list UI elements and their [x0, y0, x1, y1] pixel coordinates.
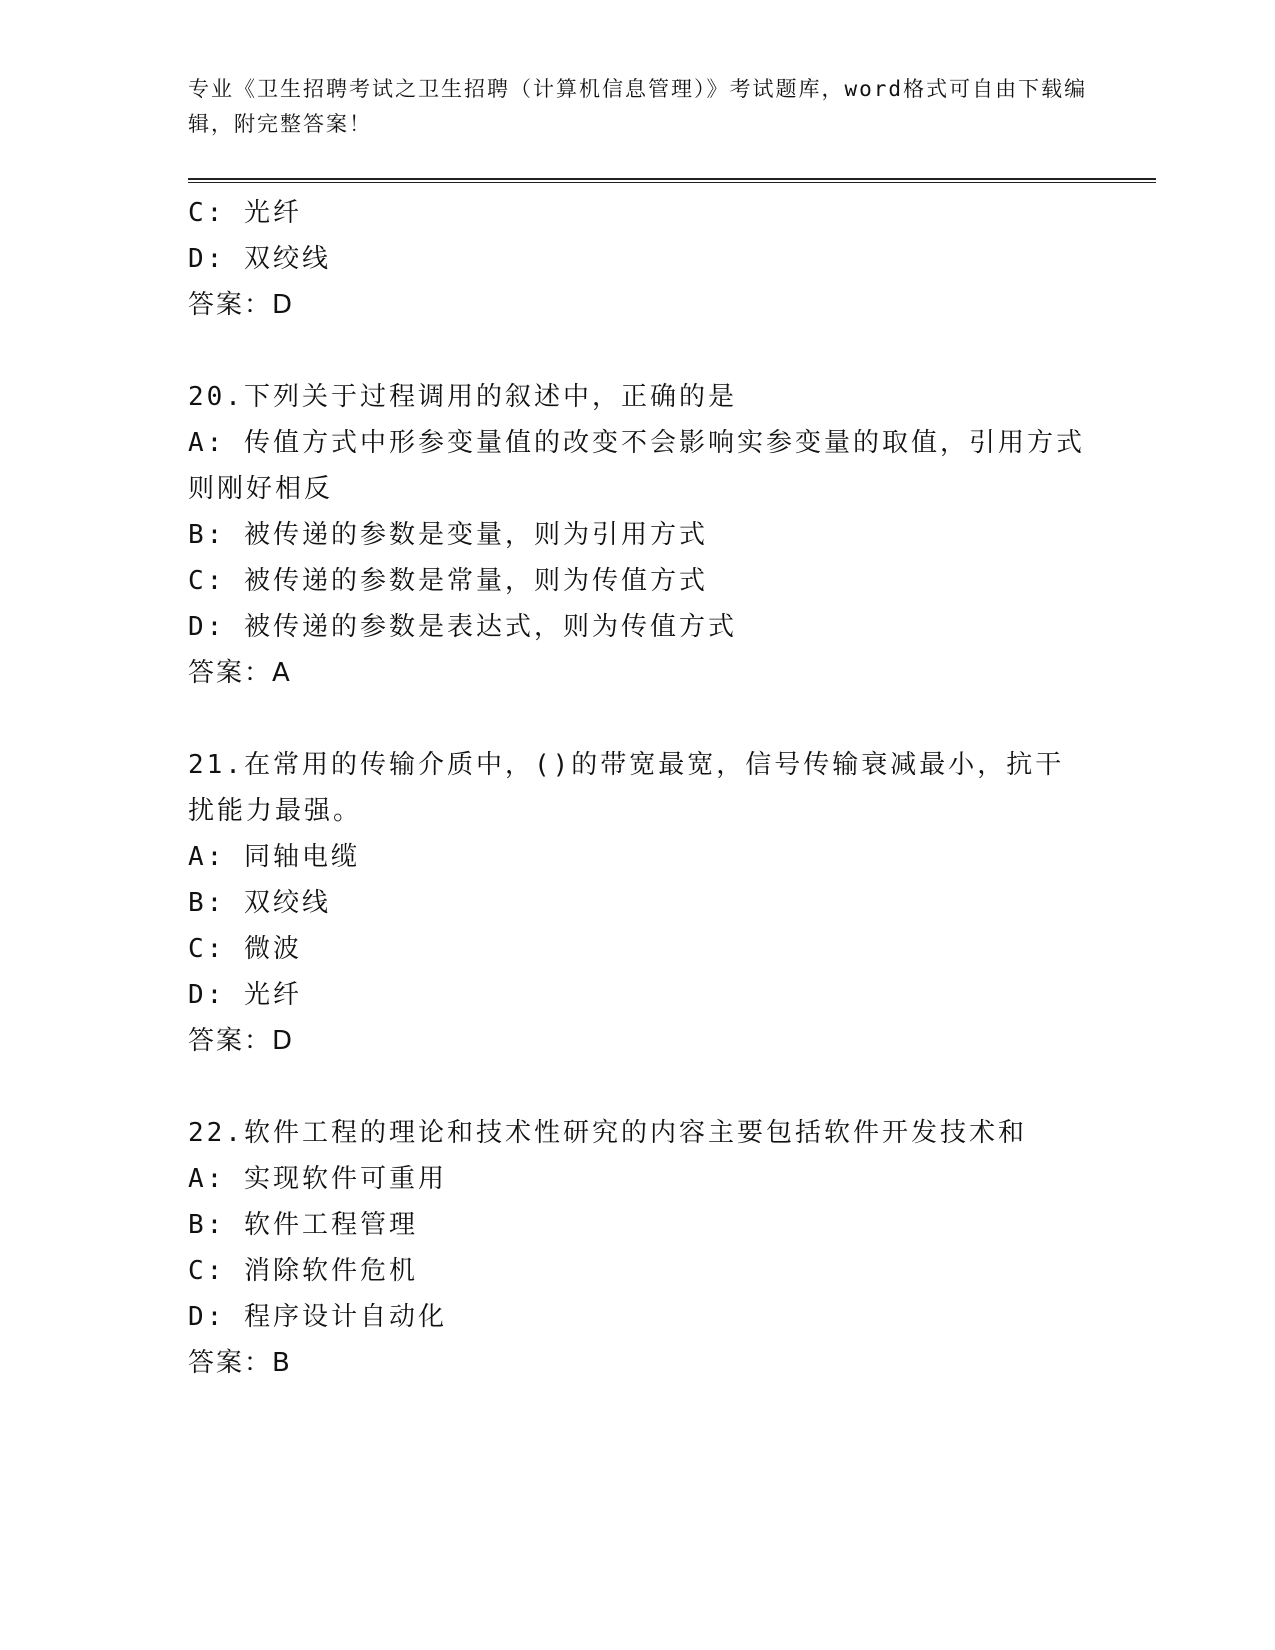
option-d: D: 光纤 — [188, 980, 302, 1010]
option-a: A: 实现软件可重用 — [188, 1164, 447, 1194]
answer: 答案：D — [188, 1026, 295, 1056]
question-19-continued — [188, 190, 1088, 328]
question-stem: 20.下列关于过程调用的叙述中，正确的是 — [188, 382, 737, 412]
question-stem: 21.在常用的传输介质中，()的带宽最宽，信号传输衰减最小，抗干扰能力最强。 — [188, 750, 1065, 826]
document-body — [188, 190, 1088, 1432]
document-header: 专业《卫生招聘考试之卫生招聘（计算机信息管理）》考试题库，word格式可自由下载编辑，附完整答案！ — [188, 77, 1088, 136]
answer: 答案：A — [188, 658, 292, 688]
option-d: D: 被传递的参数是表达式，则为传值方式 — [188, 612, 737, 642]
option-c: C: 消除软件危机 — [188, 1256, 418, 1286]
option-c: C: 微波 — [188, 934, 302, 964]
answer: 答案：D — [188, 290, 295, 320]
option-c: C: 光纤 — [188, 198, 302, 228]
question-21 — [188, 742, 1088, 1064]
option-a: A: 同轴电缆 — [188, 842, 360, 872]
option-d: D: 双绞线 — [188, 244, 331, 274]
option-b: B: 被传递的参数是变量，则为引用方式 — [188, 520, 708, 550]
question-22 — [188, 1110, 1088, 1386]
question-20 — [188, 374, 1088, 696]
option-b: B: 软件工程管理 — [188, 1210, 418, 1240]
question-stem: 22.软件工程的理论和技术性研究的内容主要包括软件开发技术和 — [188, 1118, 1027, 1148]
option-a: A: 传值方式中形参变量值的改变不会影响实参变量的取值，引用方式则刚好相反 — [188, 428, 1085, 504]
option-c: C: 被传递的参数是常量，则为传值方式 — [188, 566, 708, 596]
header-divider — [188, 178, 1156, 183]
option-b: B: 双绞线 — [188, 888, 331, 918]
option-d: D: 程序设计自动化 — [188, 1302, 447, 1332]
answer: 答案：B — [188, 1348, 292, 1378]
